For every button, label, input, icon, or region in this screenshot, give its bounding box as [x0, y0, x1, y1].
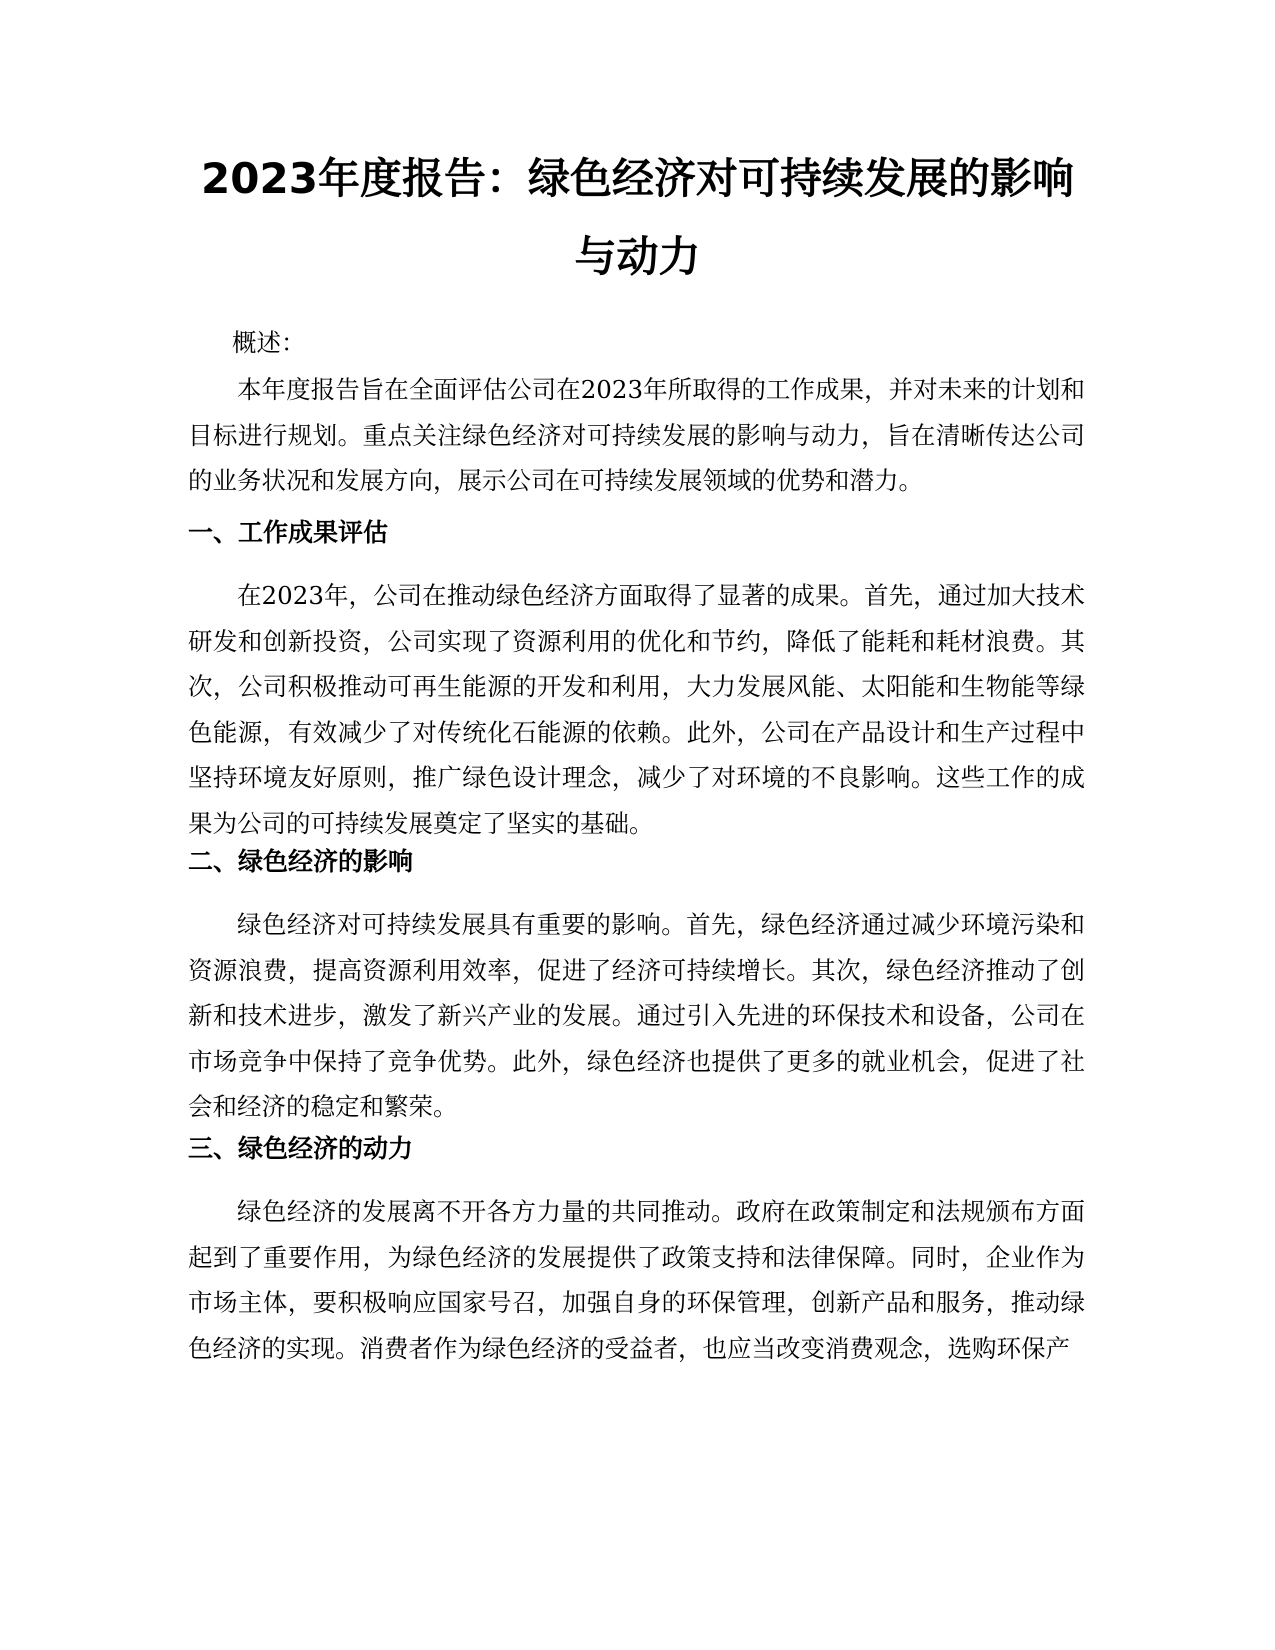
- summary-label: 概述：: [232, 328, 306, 357]
- section-body-achievements: 在2023年，公司在推动绿色经济方面取得了显著的成果。首先，通过加大技术研发和创新投资，公司实现了资源利用的优化和节约，降低了能耗和耗材浪费。其次，公司积极推动可再生能源的开发和利用，大力发展风能、太阳能和生物能等绿色能源，有效减少了对传统化石能源的依赖。此外，公司在产品设计和生产过程中坚持环境友好原则，推广绿色设计理念，减少了对环境的不良影响。这些工作的成果为公司的可持续发展奠定了坚实的基础。: [188, 581, 1085, 838]
- document-title: 2023年度报告：绿色经济对可持续发展的影响与动力: [201, 154, 1074, 281]
- section-body-drivers: 绿色经济的发展离不开各方力量的共同推动。政府在政策制定和法规颁布方面起到了重要作用，为绿色经济的发展提供了政策支持和法律保障。同时，企业作为市场主体，要积极响应国家号召，加强自身的环保管理，创新产品和服务，推动绿色经济的实现。消费者作为绿色经济的受益者，也应当改变消费观念，选购环保产: [188, 1197, 1085, 1363]
- intro-paragraph: 本年度报告旨在全面评估公司在2023年所取得的工作成果，并对未来的计划和目标进行规划。重点关注绿色经济对可持续发展的影响与动力，旨在清晰传达公司的业务状况和发展方向，展示公司在可持续发展领域的优势和潜力。: [188, 375, 1085, 495]
- section-heading-achievements: 一、工作成果评估: [188, 518, 389, 547]
- section-body-impact: 绿色经济对可持续发展具有重要的影响。首先，绿色经济通过减少环境污染和资源浪费，提高资源利用效率，促进了经济可持续增长。其次，绿色经济推动了创新和技术进步，激发了新兴产业的发展。通过引入先进的环保技术和设备，公司在市场竞争中保持了竞争优势。此外，绿色经济也提供了更多的就业机会，促进了社会和经济的稳定和繁荣。: [188, 910, 1085, 1121]
- section-heading-drivers: 三、绿色经济的动力: [188, 1134, 414, 1163]
- section-heading-impact: 二、绿色经济的影响: [188, 847, 414, 876]
